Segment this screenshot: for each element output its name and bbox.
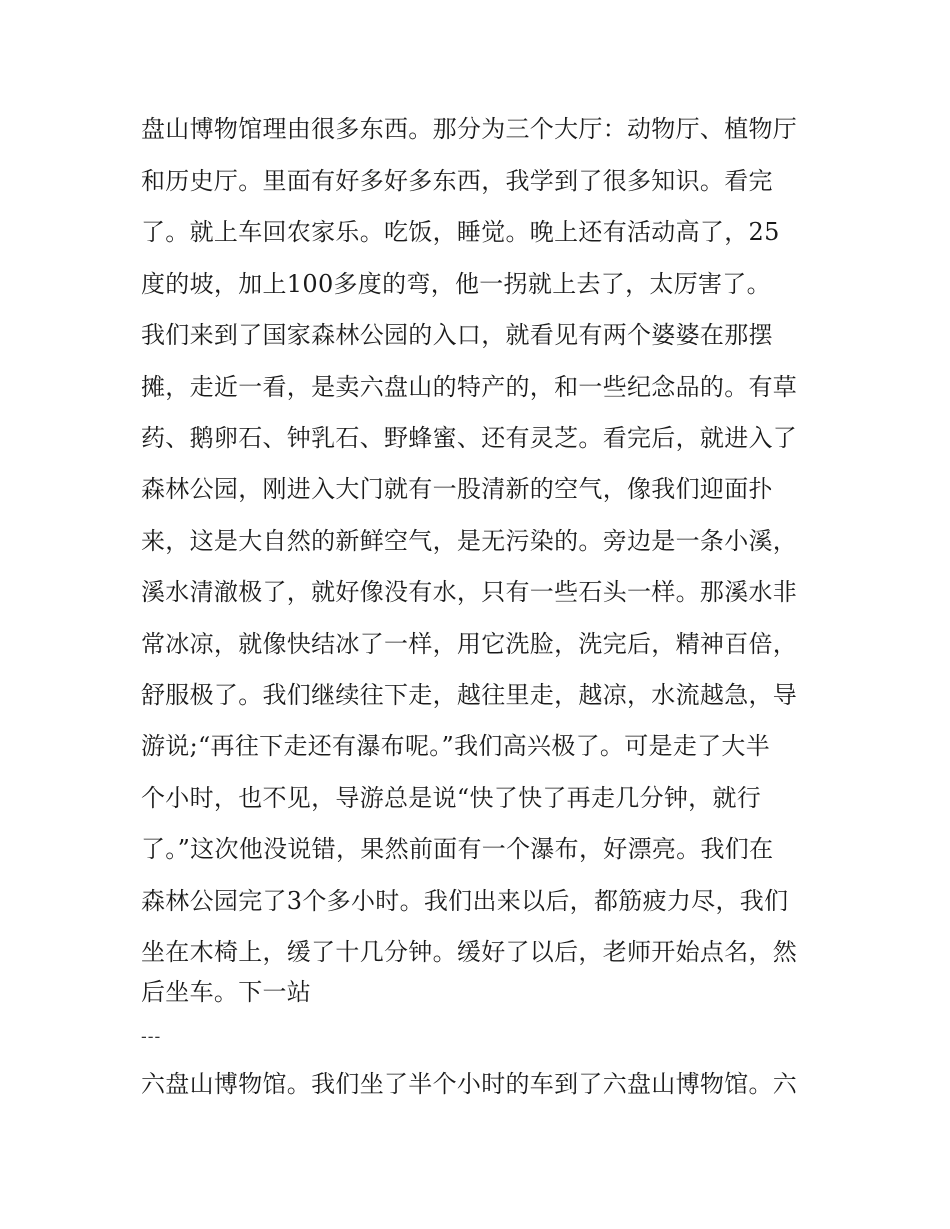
text-line: 了。就上车回农家乐。吃饭，睡觉。晚上还有活动高了，25 — [141, 218, 780, 246]
text-line: 后坐车。下一站 — [141, 978, 312, 1006]
section-separator: --- — [141, 1027, 162, 1047]
text-line: 坐在木椅上，缓了十几分钟。缓好了以后，老师开始点名，然 — [141, 938, 798, 966]
text-line: 游说;“再往下走还有瀑布呢。”我们高兴极了。可是走了大半 — [141, 732, 771, 760]
text-line: 我们来到了国家森林公园的入口，就看见有两个婆婆在那摆 — [141, 321, 773, 349]
text-line: 了。”这次他没说错，果然前面有一个瀑布，好漂亮。我们在 — [141, 835, 774, 863]
text-line: 舒服极了。我们继续往下走，越往里走，越凉，水流越急，导 — [141, 681, 798, 709]
text-line: 盘山博物馆理由很多东西。那分为三个大厅：动物厅、植物厅 — [141, 115, 798, 143]
text-line: 和历史厅。里面有好多好多东西，我学到了很多知识。看完 — [141, 167, 773, 195]
text-line: 溪水清澈极了，就好像没有水，只有一些石头一样。那溪水非 — [141, 578, 798, 606]
text-line: 药、鹅卵石、钟乳石、野蜂蜜、还有灵芝。看完后，就进入了 — [141, 424, 798, 452]
text-line: 六盘山博物馆。我们坐了半个小时的车到了六盘山博物馆。六 — [141, 1070, 798, 1098]
text-line: 森林公园完了3个多小时。我们出来以后，都筋疲力尽，我们 — [141, 887, 789, 915]
text-line: 摊，走近一看，是卖六盘山的特产的，和一些纪念品的。有草 — [141, 373, 798, 401]
text-line: 个小时，也不见，导游总是说“快了快了再走几分钟，就行 — [141, 784, 762, 812]
text-line: 森林公园，刚进入大门就有一股清新的空气，像我们迎面扑 — [141, 475, 773, 503]
text-line: 常冰凉，就像快结冰了一样，用它洗脸，洗完后，精神百倍， — [141, 630, 798, 658]
text-line: 度的坡，加上100多度的弯，他一拐就上去了，太厉害了。 — [141, 270, 771, 298]
text-line: 来，这是大自然的新鲜空气，是无污染的。旁边是一条小溪， — [141, 527, 798, 555]
